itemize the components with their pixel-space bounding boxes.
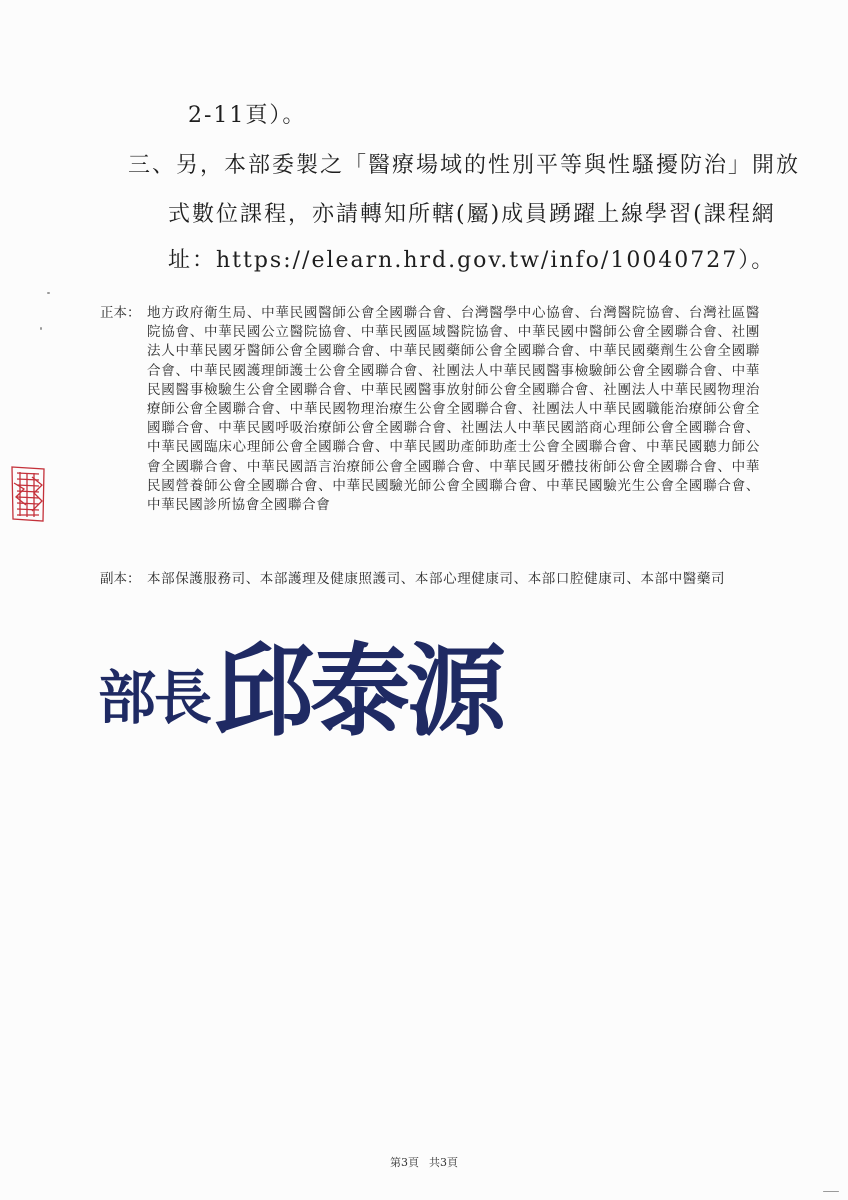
original-recipients-label: 正本： [100,305,141,321]
page-total: 共3頁 [429,1156,458,1169]
copy-recipients-list: 本部保護服務司、本部護理及健康照護司、本部心理健康司、本部口腔健康司、本部中醫藥司 [147,571,726,587]
official-seal-fragment [10,463,46,525]
signature-title: 部長 [98,664,211,732]
page-number: 第3頁 [390,1156,419,1169]
body-line-1: 2-11頁）。 [188,103,307,128]
original-recipients [100,304,760,515]
copy-recipients-label: 副本： [100,571,141,587]
original-recipients-list: 地方政府衛生局、中華民國醫師公會全國聯合會、台灣醫學中心協會、台灣醫院協會、台灣社區醫院協會、中華民國公立醫院協會、中華民國區域醫院協會、中華民國中醫師公會全國聯合會、社團法人中華民國牙醫師公會全國聯合會、中華民國藥師公會全國聯合會、中華民國藥劑生公會全國聯合會、中華民國護理師護士公會全國聯合會、社團法人中華民國醫事檢驗師公會全國聯合會、中華民國醫事檢驗生公會全國聯合會、中華民國醫事放射師公會全國聯合會、社團法人中華民國物理治療師公會全國聯合會、中華民國物理治療生公會全國聯合會、社團法人中華民國職能治療師公會全國聯合會、中華民國呼吸治療師公會全國聯合會、社團法人中華民國諮商心理師公會全國聯合會、中華民國臨床心理師公會全國聯合會、中華民國助產師助產士公會全國聯合會、中華民國聽力師公會全國聯合會、中華民國語言治療師公會全國聯合會、中華民國牙體技術師公會全國聯合會、中華民國營養師公會全國聯合會、中華民國驗光師公會全國聯合會、中華民國驗光生公會全國聯合會、中華民國診所協會全國聯合會 [147,305,760,514]
body-line-3: 式數位課程，亦請轉知所轄(屬)成員踴躍上線學習(課程網 [168,202,776,227]
page-footer [0,1154,848,1170]
body-line-2: 三、另，本部委製之「醫療場域的性別平等與性騷擾防治」開放 [128,153,801,178]
body-line-4: 址：https://elearn.hrd.gov.tw/info/10040727）。 [168,248,776,273]
signature-name: 邱泰源 [214,633,502,748]
minister-signature [96,618,516,748]
copy-recipients [100,570,760,589]
